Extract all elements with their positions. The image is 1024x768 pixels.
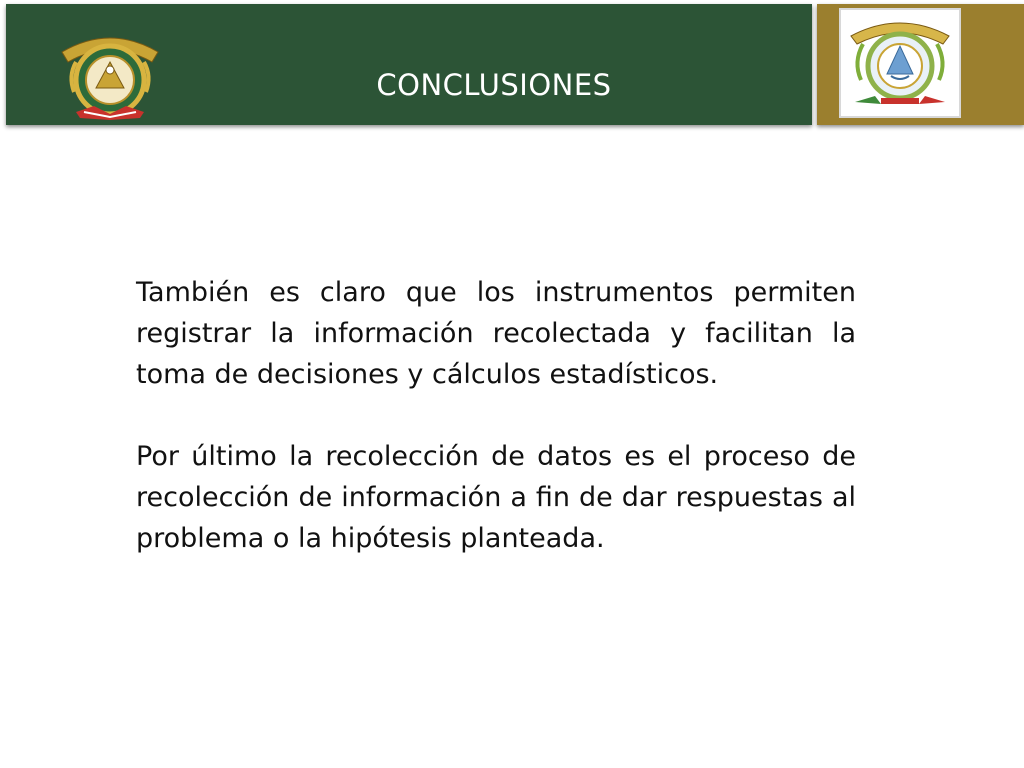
slide-title: CONCLUSIONES bbox=[376, 68, 612, 102]
paragraph-2: Por último la recolección de datos es el proceso de recolección de información a fin de dar respuestas al problema o la hipótesis planteada. bbox=[136, 441, 856, 554]
paragraph-1: También es claro que los instrumentos permiten registrar la información recolectada y facilitan la toma de decisiones y cálculos estadísticos. bbox=[136, 277, 856, 390]
logo-panel bbox=[817, 4, 1024, 125]
university-seal-color-icon bbox=[841, 10, 959, 116]
title-bar bbox=[6, 4, 812, 125]
logo-frame bbox=[839, 8, 961, 118]
slide-body bbox=[136, 272, 856, 600]
